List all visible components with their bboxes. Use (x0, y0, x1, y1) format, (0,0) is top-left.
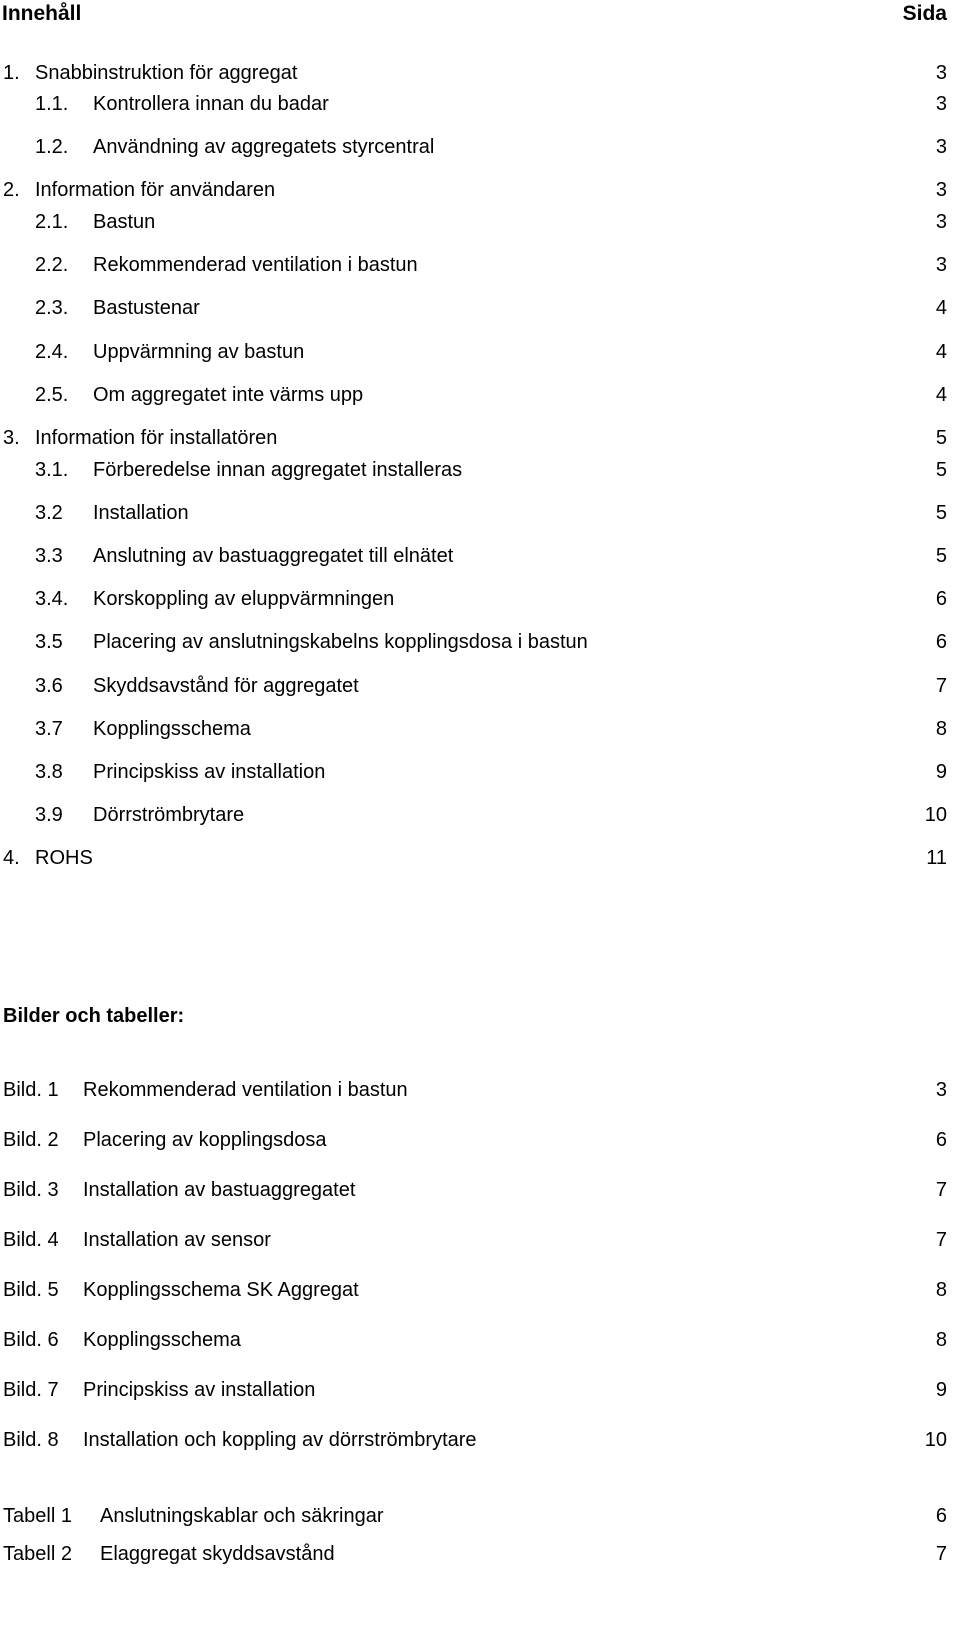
entry-page-number: 6 (935, 1129, 947, 1151)
entry-page-number: 5 (935, 545, 947, 567)
entry-number: Bild. 2 (3, 1129, 59, 1151)
entry-page-number: 5 (935, 459, 947, 481)
figure-entry[interactable] (0, 1327, 960, 1353)
figure-entry[interactable] (0, 1427, 960, 1453)
toc-entry[interactable] (0, 716, 960, 742)
table-entry[interactable] (0, 1503, 960, 1529)
entry-number: 3. (3, 427, 20, 449)
figure-entry[interactable] (0, 1227, 960, 1253)
entry-title: Information för installatören (35, 427, 278, 449)
entry-number: 3.3 (35, 545, 63, 567)
entry-title: Förberedelse innan aggregatet installeras (93, 459, 463, 481)
entry-page-number: 11 (926, 847, 947, 869)
entry-page-number: 5 (935, 502, 947, 524)
entry-title: Om aggregatet inte värms upp (93, 384, 364, 406)
entry-title: Kontrollera innan du badar (93, 93, 329, 115)
figures-heading: Bilder och tabeller: (3, 1005, 185, 1027)
entry-number: 3.2 (35, 502, 63, 524)
entry-number: 3.8 (35, 761, 63, 783)
entry-title: Kopplingsschema SK Aggregat (83, 1279, 359, 1301)
entry-number: 1.2. (35, 136, 69, 158)
entry-page-number: 10 (924, 1429, 947, 1451)
entry-page-number: 7 (935, 1543, 947, 1565)
entry-number: 3.5 (35, 631, 63, 653)
toc-entry[interactable] (0, 425, 960, 451)
entry-page-number: 8 (935, 1329, 947, 1351)
toc-entry[interactable] (0, 60, 960, 86)
figure-entry[interactable] (0, 1277, 960, 1303)
entry-number: Bild. 5 (3, 1279, 59, 1301)
page-title: Innehåll (2, 2, 82, 25)
entry-page-number: 3 (935, 1079, 947, 1101)
entry-title: Kopplingsschema (83, 1329, 241, 1351)
entry-number: Bild. 6 (3, 1329, 59, 1351)
figure-entry[interactable] (0, 1077, 960, 1103)
entry-page-number: 6 (935, 631, 947, 653)
entry-page-number: 4 (935, 384, 947, 406)
entry-number: 3.7 (35, 718, 63, 740)
toc-entry[interactable] (0, 629, 960, 655)
entry-title: Placering av kopplingsdosa (83, 1129, 327, 1151)
toc-entry[interactable] (0, 500, 960, 526)
entry-title: Installation av sensor (83, 1229, 271, 1251)
entry-number: 2.1. (35, 211, 69, 233)
entry-title: Korskoppling av eluppvärmningen (93, 588, 395, 610)
toc-entry[interactable] (0, 457, 960, 483)
entry-page-number: 3 (935, 93, 947, 115)
entry-number: 2.5. (35, 384, 69, 406)
entry-title: Principskiss av installation (83, 1379, 316, 1401)
entry-page-number: 8 (935, 718, 947, 740)
toc-entry[interactable] (0, 209, 960, 235)
entry-page-number: 3 (935, 254, 947, 276)
entry-title: Skyddsavstånd för aggregatet (93, 675, 359, 697)
toc-entry[interactable] (0, 339, 960, 365)
entry-number: Bild. 3 (3, 1179, 59, 1201)
figure-entry[interactable] (0, 1377, 960, 1403)
entry-number: 3.6 (35, 675, 63, 697)
entry-number: 2. (3, 179, 20, 201)
entry-number: Bild. 4 (3, 1229, 59, 1251)
entry-number: Bild. 7 (3, 1379, 59, 1401)
table-entry[interactable] (0, 1541, 960, 1567)
entry-title: ROHS (35, 847, 93, 869)
entry-number: Tabell 1 (3, 1505, 72, 1527)
entry-page-number: 9 (935, 761, 947, 783)
entry-page-number: 9 (935, 1379, 947, 1401)
entry-title: Kopplingsschema (93, 718, 251, 740)
entry-number: 1. (3, 62, 20, 84)
entry-page-number: 4 (935, 341, 947, 363)
entry-page-number: 8 (935, 1279, 947, 1301)
entry-page-number: 7 (935, 1229, 947, 1251)
toc-entry[interactable] (0, 845, 960, 871)
entry-title: Snabbinstruktion för aggregat (35, 62, 298, 84)
toc-entry[interactable] (0, 134, 960, 160)
entry-title: Anslutningskablar och säkringar (100, 1505, 384, 1527)
entry-title: Bastun (93, 211, 156, 233)
figure-entry[interactable] (0, 1127, 960, 1153)
entry-number: 1.1. (35, 93, 69, 115)
entry-title: Principskiss av installation (93, 761, 326, 783)
entry-title: Elaggregat skyddsavstånd (100, 1543, 335, 1565)
entry-title: Installation (93, 502, 189, 524)
toc-entry[interactable] (0, 91, 960, 117)
toc-entry[interactable] (0, 382, 960, 408)
entry-number: 4. (3, 847, 20, 869)
entry-page-number: 4 (935, 297, 947, 319)
entry-title: Information för användaren (35, 179, 276, 201)
toc-entry[interactable] (0, 543, 960, 569)
entry-title: Rekommenderad ventilation i bastun (83, 1079, 408, 1101)
entry-page-number: 5 (935, 427, 947, 449)
toc-entry[interactable] (0, 802, 960, 828)
entry-number: 3.1. (35, 459, 69, 481)
entry-number: 2.2. (35, 254, 69, 276)
entry-title: Användning av aggregatets styrcentral (93, 136, 435, 158)
entry-page-number: 6 (935, 1505, 947, 1527)
entry-title: Rekommenderad ventilation i bastun (93, 254, 418, 276)
entry-title: Dörrströmbrytare (93, 804, 245, 826)
entry-page-number: 6 (935, 588, 947, 610)
toc-entry[interactable] (0, 586, 960, 612)
entry-number: Bild. 1 (3, 1079, 59, 1101)
figure-entry[interactable] (0, 1177, 960, 1203)
entry-number: 3.9 (35, 804, 63, 826)
entry-page-number: 7 (935, 675, 947, 697)
entry-number: Bild. 8 (3, 1429, 59, 1451)
toc-entry[interactable] (0, 673, 960, 699)
entry-number: 2.4. (35, 341, 69, 363)
entry-title: Installation och koppling av dörrströmbrytare (83, 1429, 477, 1451)
entry-page-number: 10 (924, 804, 947, 826)
toc-entry[interactable] (0, 177, 960, 203)
entry-page-number: 3 (935, 179, 947, 201)
entry-title: Placering av anslutningskabelns kopplingsdosa i bastun (93, 631, 588, 653)
entry-title: Installation av bastuaggregatet (83, 1179, 356, 1201)
entry-page-number: 3 (935, 62, 947, 84)
toc-entry[interactable] (0, 759, 960, 785)
entry-number: 2.3. (35, 297, 69, 319)
toc-entry[interactable] (0, 252, 960, 278)
entry-page-number: 3 (935, 136, 947, 158)
toc-entry[interactable] (0, 295, 960, 321)
page-column-label: Sida (902, 2, 947, 25)
entry-number: Tabell 2 (3, 1543, 72, 1565)
entry-title: Bastustenar (93, 297, 200, 319)
entry-page-number: 3 (935, 211, 947, 233)
entry-number: 3.4. (35, 588, 69, 610)
entry-page-number: 7 (935, 1179, 947, 1201)
entry-title: Anslutning av bastuaggregatet till elnätet (93, 545, 454, 567)
entry-title: Uppvärmning av bastun (93, 341, 305, 363)
